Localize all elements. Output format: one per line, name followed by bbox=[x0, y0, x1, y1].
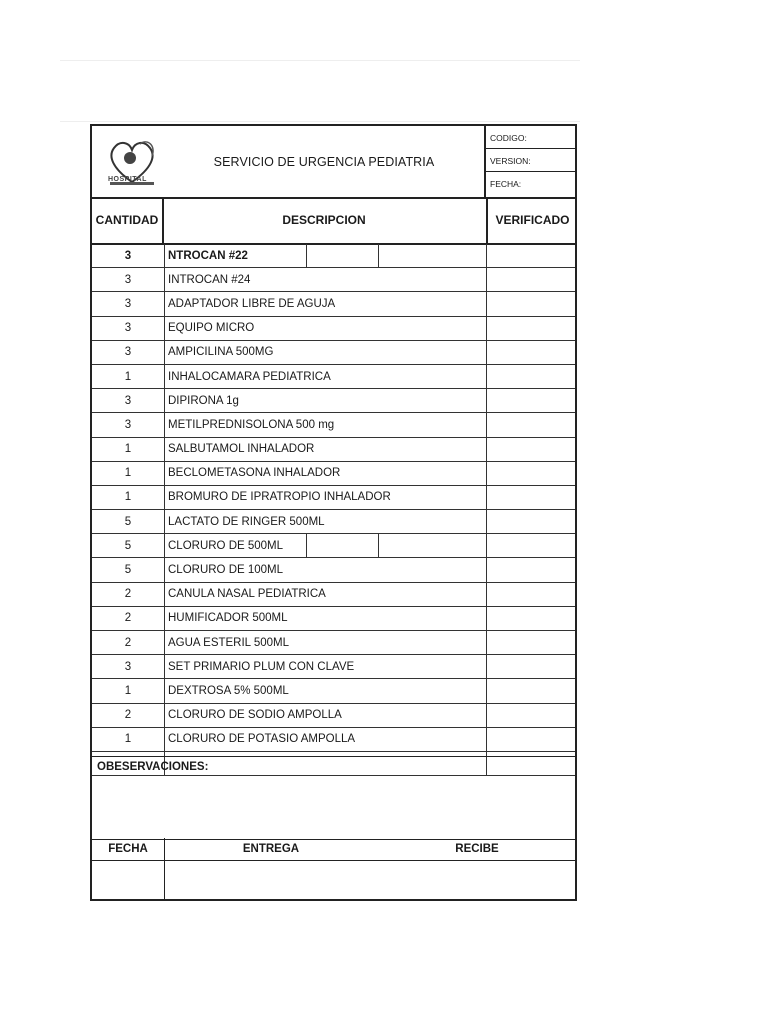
item-quantity: 3 bbox=[92, 413, 165, 436]
item-description: DEXTROSA 5% 500ML bbox=[168, 684, 289, 697]
item-quantity: 5 bbox=[92, 534, 165, 557]
table-row bbox=[92, 486, 575, 510]
item-verified-cell[interactable] bbox=[486, 486, 576, 509]
logo-text: HOSPITAL bbox=[108, 176, 147, 183]
item-quantity: 1 bbox=[92, 679, 165, 702]
table-row bbox=[92, 607, 575, 631]
form-header bbox=[92, 126, 575, 199]
cell-divider bbox=[378, 534, 379, 557]
item-verified-cell[interactable] bbox=[486, 558, 576, 581]
item-verified-cell[interactable] bbox=[486, 317, 576, 340]
item-verified-cell[interactable] bbox=[486, 607, 576, 630]
item-description: SET PRIMARIO PLUM CON CLAVE bbox=[168, 660, 355, 673]
observaciones-label: OBESERVACIONES: bbox=[97, 761, 209, 773]
table-row bbox=[92, 365, 575, 389]
column-descripcion: DESCRIPCION bbox=[282, 213, 366, 227]
table-row bbox=[92, 631, 575, 655]
item-verified-cell[interactable] bbox=[486, 728, 576, 751]
item-description: CLORURO DE SODIO AMPOLLA bbox=[168, 709, 342, 722]
item-verified-cell[interactable] bbox=[486, 534, 576, 557]
item-quantity: 2 bbox=[92, 631, 165, 654]
table-row bbox=[92, 462, 575, 486]
item-verified-cell[interactable] bbox=[486, 244, 576, 267]
item-description: NTROCAN #22 bbox=[168, 249, 248, 262]
item-verified-cell[interactable] bbox=[486, 679, 576, 702]
item-verified-cell[interactable] bbox=[486, 292, 576, 315]
item-quantity: 5 bbox=[92, 510, 165, 533]
item-verified-cell[interactable] bbox=[486, 341, 576, 364]
cell-divider bbox=[306, 534, 307, 557]
item-description: CLORURO DE 500ML bbox=[168, 539, 284, 552]
item-description: BROMURO DE IPRATROPIO INHALADOR bbox=[168, 491, 391, 504]
item-verified-cell[interactable] bbox=[486, 704, 576, 727]
item-verified-cell[interactable] bbox=[486, 462, 576, 485]
background-faint-grid bbox=[60, 60, 580, 122]
item-description: CLORURO DE 100ML bbox=[168, 564, 284, 577]
footer-signature-area[interactable] bbox=[92, 861, 575, 899]
column-headers bbox=[92, 197, 575, 245]
item-quantity: 3 bbox=[92, 655, 165, 678]
table-row bbox=[92, 317, 575, 341]
table-row bbox=[92, 389, 575, 413]
item-quantity: 1 bbox=[92, 365, 165, 388]
item-quantity: 3 bbox=[92, 292, 165, 315]
item-verified-cell[interactable] bbox=[486, 438, 576, 461]
item-verified-cell[interactable] bbox=[486, 583, 576, 606]
table-row bbox=[92, 292, 575, 316]
table-row bbox=[92, 438, 575, 462]
table-row bbox=[92, 728, 575, 752]
item-verified-cell[interactable] bbox=[486, 510, 576, 533]
item-description: INTROCAN #24 bbox=[168, 273, 251, 286]
footer-entrega: ENTREGA bbox=[242, 843, 300, 855]
item-description: DIPIRONA 1g bbox=[168, 394, 239, 407]
footer-recibe: RECIBE bbox=[455, 843, 499, 855]
item-description: HUMIFICADOR 500ML bbox=[168, 612, 288, 625]
item-quantity: 3 bbox=[92, 317, 165, 340]
item-description: AMPICILINA 500MG bbox=[168, 346, 274, 359]
column-cantidad: CANTIDAD bbox=[92, 197, 164, 243]
item-description: METILPREDNISOLONA 500 mg bbox=[168, 418, 335, 431]
item-quantity: 1 bbox=[92, 462, 165, 485]
item-quantity: 2 bbox=[92, 583, 165, 606]
version-label: VERSION: bbox=[486, 149, 577, 172]
table-row bbox=[92, 655, 575, 679]
item-verified-cell[interactable] bbox=[486, 655, 576, 678]
column-verificado: VERIFICADO bbox=[486, 197, 577, 243]
footer-headers bbox=[92, 838, 575, 861]
item-description: LACTATO DE RINGER 500ML bbox=[168, 515, 325, 528]
footer-fecha: FECHA bbox=[92, 838, 165, 860]
item-verified-cell[interactable] bbox=[486, 268, 576, 291]
observaciones-box[interactable] bbox=[92, 756, 575, 840]
item-quantity: 2 bbox=[92, 704, 165, 727]
footer-divider bbox=[164, 861, 165, 899]
item-verified-cell[interactable] bbox=[486, 413, 576, 436]
meta-box bbox=[484, 126, 577, 197]
table-row bbox=[92, 679, 575, 703]
item-quantity: 3 bbox=[92, 268, 165, 291]
item-verified-cell[interactable] bbox=[486, 631, 576, 654]
hospital-logo bbox=[102, 130, 162, 194]
item-description: ADAPTADOR LIBRE DE AGUJA bbox=[168, 297, 336, 310]
item-description: CLORURO DE POTASIO AMPOLLA bbox=[168, 733, 356, 746]
item-description: CANULA NASAL PEDIATRICA bbox=[168, 588, 326, 601]
fecha-label: FECHA: bbox=[490, 179, 522, 189]
item-quantity: 1 bbox=[92, 438, 165, 461]
table-row bbox=[92, 510, 575, 534]
items-table bbox=[92, 244, 575, 776]
table-row bbox=[92, 413, 575, 437]
table-row bbox=[92, 704, 575, 728]
item-quantity: 1 bbox=[92, 486, 165, 509]
item-description: BECLOMETASONA INHALADOR bbox=[168, 467, 341, 480]
cell-divider bbox=[378, 244, 379, 267]
table-row bbox=[92, 583, 575, 607]
table-row bbox=[92, 244, 575, 268]
codigo-label: CODIGO: bbox=[486, 126, 577, 149]
item-description: INHALOCAMARA PEDIATRICA bbox=[168, 370, 331, 383]
checklist-form bbox=[90, 124, 577, 901]
item-quantity: 3 bbox=[92, 244, 165, 267]
table-row bbox=[92, 341, 575, 365]
table-row bbox=[92, 268, 575, 292]
item-description: AGUA ESTERIL 500ML bbox=[168, 636, 290, 649]
item-description: EQUIPO MICRO bbox=[168, 322, 255, 335]
table-row bbox=[92, 558, 575, 582]
item-description: SALBUTAMOL INHALADOR bbox=[168, 443, 315, 456]
cell-divider bbox=[306, 244, 307, 267]
item-quantity: 2 bbox=[92, 607, 165, 630]
item-quantity: 3 bbox=[92, 341, 165, 364]
item-quantity: 3 bbox=[92, 389, 165, 412]
table-row bbox=[92, 534, 575, 558]
heart-logo-icon bbox=[102, 130, 162, 194]
item-quantity: 1 bbox=[92, 728, 165, 751]
item-verified-cell[interactable] bbox=[486, 365, 576, 388]
form-title: SERVICIO DE URGENCIA PEDIATRIA bbox=[213, 154, 435, 169]
item-verified-cell[interactable] bbox=[486, 389, 576, 412]
item-quantity: 5 bbox=[92, 558, 165, 581]
